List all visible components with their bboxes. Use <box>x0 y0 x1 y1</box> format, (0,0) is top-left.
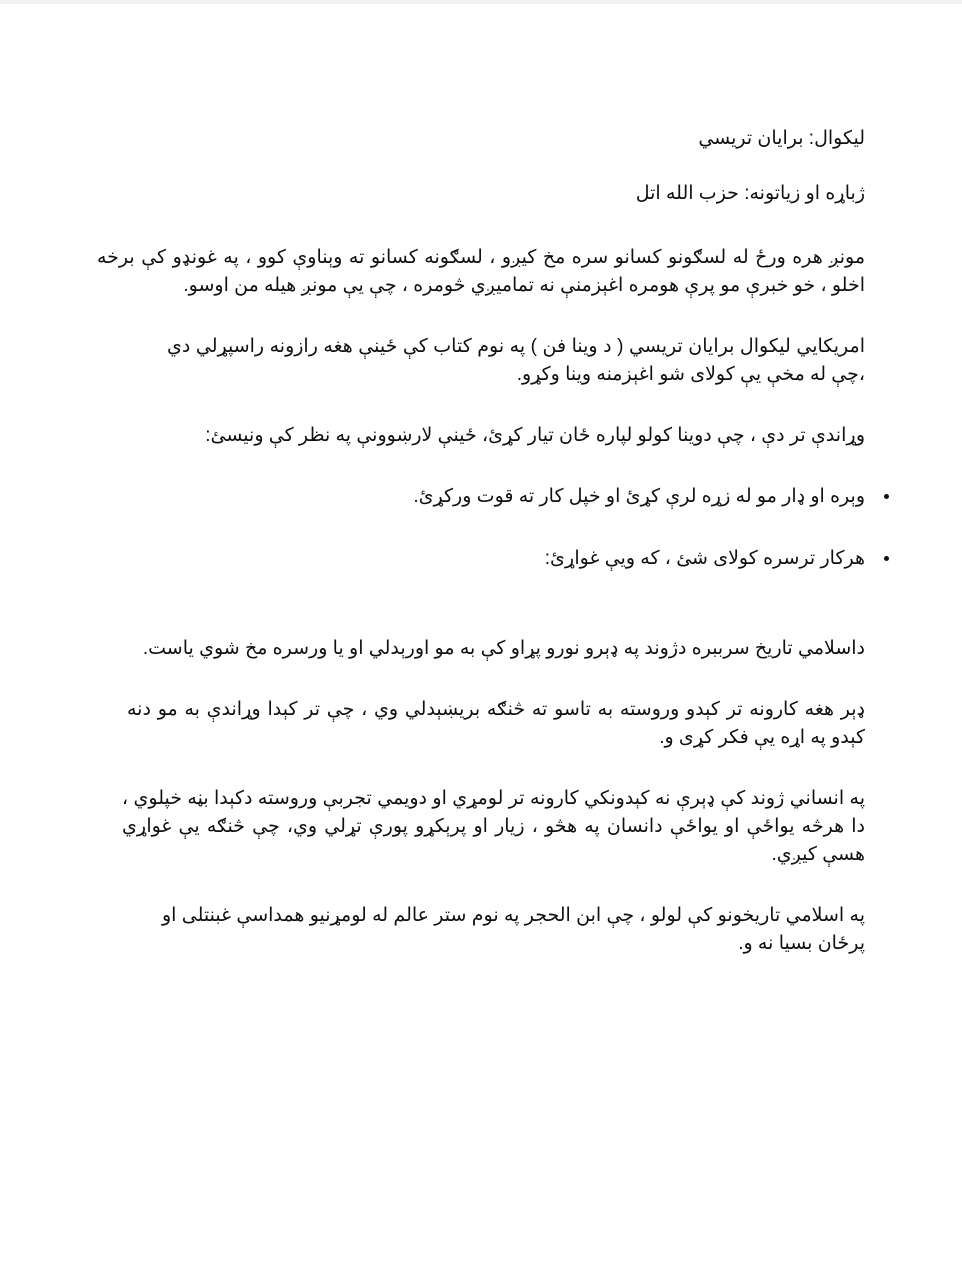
paragraph-body-3: په انساني ژوند کې ډېرې نه کېدونکي کارونه تر لومړي او دویمي تجربې وروسته دکېدا بڼه خپلوي ، دا هرڅه یواځې او یواځې دانسان په هڅو ، زیار او پرېکړو پورې تړلي وي، چې څنګه یې غواړي هسې کیږي. <box>122 788 865 865</box>
top-bar <box>0 0 962 4</box>
paragraph-intro-2: امریکایي لیکوال برایان تریسي ( د وینا فن ) په نوم کتاب کې ځینې هغه رازونه راسپړلي دي ،چې له مخې یې کولای شو اغېزمنه وینا وکړو. <box>167 336 865 385</box>
list-item <box>97 483 865 511</box>
list-item-text: وېره او ډار مو له زړه لرې کړئ او خپل کار ته قوت ورکړئ. <box>413 486 865 507</box>
tips-list <box>97 483 865 573</box>
translator-line: ژباړه او زیاتونه: حزب الله اتل <box>635 183 865 204</box>
document-page <box>97 125 865 991</box>
list-item <box>97 545 865 573</box>
paragraph-body-1: داسلامي تاریخ سرببره دژوند په ډېرو نورو پړاو کې به مو اورېدلي او یا ورسره مخ شوي یاست. <box>142 638 865 659</box>
paragraph-intro-1: مونږ هره ورځ له لسګونو کسانو سره مخ کیږو ، لسګونه کسانو ته وېناوې کوو ، په غونډو کې برخه اخلو ، خو خبرې مو پرې هومره اغېزمنې نه تمامیږي څومره ، چې یې مونږ هیله من اوسو. <box>97 247 865 296</box>
bullet-icon <box>884 556 889 561</box>
list-item-text: هرکار ترسره کولای شئ ، که ویې غواړئ: <box>544 548 865 569</box>
paragraph-intro-3: وړاندې تر دې ، چې دوینا کولو لپاره ځان تیار کړئ، ځینې لارښوونې په نظر کې ونیسئ: <box>205 425 865 446</box>
author-line: ليکوال: برایان تریسي <box>698 128 865 149</box>
bullet-icon <box>884 494 889 499</box>
paragraph-body-4: په اسلامي تاریخونو کې لولو ، چې ابن الحجر په نوم ستر عالم له لومړنیو همداسې غبنتلی او پرځان بسیا نه و. <box>162 905 865 954</box>
paragraph-body-2: ډېر هغه کارونه تر کېدو وروسته به تاسو ته څنګه بریښېدلي وي ، چې تر کېدا وړاندې به مو دنه کېدو په اړه یې فکر کړی و. <box>127 699 865 748</box>
